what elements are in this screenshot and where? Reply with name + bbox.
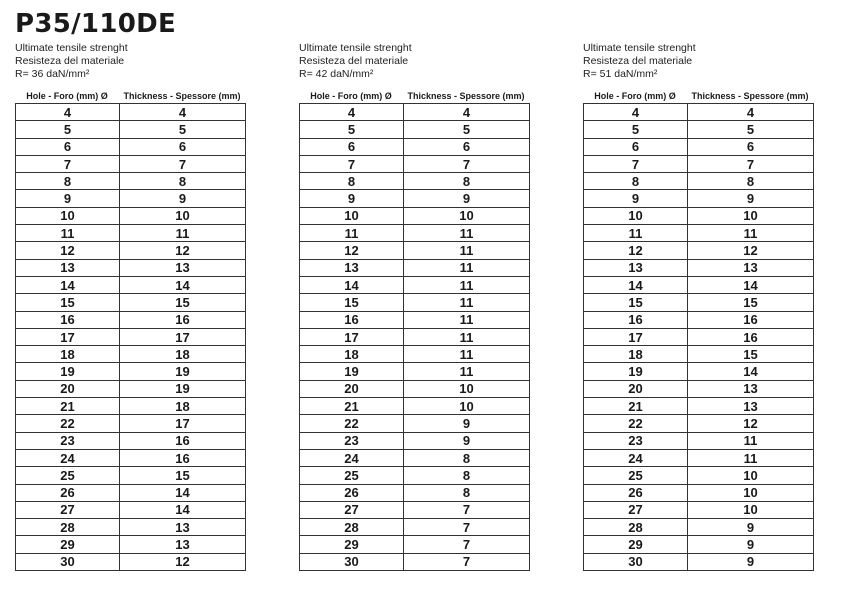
- thickness-cell: 9: [688, 536, 814, 553]
- caption-r-value: R= 51 daN/mm²: [583, 68, 658, 80]
- table-row: [584, 363, 814, 380]
- caption-tensile-label: Ultimate tensile strenght: [15, 42, 128, 54]
- thickness-cell: 8: [404, 449, 530, 466]
- table-row: [300, 398, 530, 415]
- table-row: [300, 432, 530, 449]
- table-row: [584, 398, 814, 415]
- table-row: [16, 484, 246, 501]
- table-row: [300, 380, 530, 397]
- hole-cell: 27: [584, 501, 688, 518]
- thickness-cell: 4: [120, 104, 246, 121]
- thickness-cell: 11: [404, 346, 530, 363]
- table-row: [300, 173, 530, 190]
- thickness-cell: 12: [688, 242, 814, 259]
- hole-cell: 21: [300, 398, 404, 415]
- thickness-cell: 5: [404, 121, 530, 138]
- table-row: [300, 501, 530, 518]
- column-header-thickness: Thickness - Spessore (mm): [691, 91, 809, 101]
- hole-cell: 4: [300, 104, 404, 121]
- hole-cell: 11: [16, 225, 120, 242]
- hole-cell: 18: [16, 346, 120, 363]
- column-header-thickness: Thickness - Spessore (mm): [407, 91, 525, 101]
- thickness-cell: 5: [688, 121, 814, 138]
- table-row: [16, 190, 246, 207]
- thickness-cell: 11: [404, 242, 530, 259]
- table-row: [16, 467, 246, 484]
- table-row: [584, 207, 814, 224]
- thickness-cell: 9: [688, 519, 814, 536]
- thickness-cell: 13: [688, 398, 814, 415]
- table-row: [584, 190, 814, 207]
- thickness-cell: 7: [404, 519, 530, 536]
- table-row: [584, 415, 814, 432]
- table-header: [15, 90, 246, 103]
- thickness-cell: 9: [404, 432, 530, 449]
- thickness-cell: 11: [404, 276, 530, 293]
- thickness-cell: 11: [688, 432, 814, 449]
- table-row: [584, 380, 814, 397]
- table-row: [300, 519, 530, 536]
- hole-cell: 20: [300, 380, 404, 397]
- thickness-cell: 18: [120, 398, 246, 415]
- table-block-r36: [15, 42, 246, 571]
- table-body: [16, 104, 246, 571]
- hole-cell: 22: [584, 415, 688, 432]
- table-row: [584, 259, 814, 276]
- thickness-cell: 14: [120, 276, 246, 293]
- table-row: [16, 225, 246, 242]
- table-row: [16, 553, 246, 570]
- table-row: [300, 242, 530, 259]
- hole-cell: 9: [584, 190, 688, 207]
- table-row: [16, 311, 246, 328]
- hole-cell: 28: [300, 519, 404, 536]
- hole-cell: 15: [300, 294, 404, 311]
- thickness-cell: 4: [688, 104, 814, 121]
- thickness-cell: 8: [404, 484, 530, 501]
- data-table: [583, 103, 814, 571]
- hole-cell: 15: [16, 294, 120, 311]
- thickness-cell: 7: [404, 553, 530, 570]
- table-row: [584, 536, 814, 553]
- hole-cell: 7: [584, 155, 688, 172]
- table-row: [300, 449, 530, 466]
- hole-cell: 29: [584, 536, 688, 553]
- thickness-cell: 13: [120, 536, 246, 553]
- hole-cell: 16: [16, 311, 120, 328]
- thickness-cell: 10: [404, 398, 530, 415]
- table-row: [16, 363, 246, 380]
- column-header-hole: Hole - Foro (mm) Ø: [310, 91, 392, 101]
- table-row: [584, 242, 814, 259]
- thickness-cell: 10: [404, 380, 530, 397]
- hole-cell: 24: [584, 449, 688, 466]
- table-row: [300, 311, 530, 328]
- hole-cell: 8: [300, 173, 404, 190]
- hole-cell: 23: [16, 432, 120, 449]
- hole-cell: 21: [16, 398, 120, 415]
- table-row: [300, 346, 530, 363]
- hole-cell: 12: [584, 242, 688, 259]
- thickness-cell: 4: [404, 104, 530, 121]
- table-row: [300, 484, 530, 501]
- table-row: [16, 121, 246, 138]
- hole-cell: 25: [16, 467, 120, 484]
- thickness-cell: 16: [688, 328, 814, 345]
- table-row: [16, 259, 246, 276]
- thickness-cell: 11: [120, 225, 246, 242]
- hole-cell: 22: [300, 415, 404, 432]
- thickness-cell: 6: [688, 138, 814, 155]
- hole-cell: 22: [16, 415, 120, 432]
- table-row: [584, 225, 814, 242]
- hole-cell: 25: [584, 467, 688, 484]
- hole-cell: 15: [584, 294, 688, 311]
- hole-cell: 23: [300, 432, 404, 449]
- caption-r-value: R= 36 daN/mm²: [15, 68, 90, 80]
- caption: [583, 42, 814, 81]
- hole-cell: 17: [300, 328, 404, 345]
- thickness-cell: 19: [120, 363, 246, 380]
- thickness-cell: 18: [120, 346, 246, 363]
- thickness-cell: 7: [120, 155, 246, 172]
- thickness-cell: 13: [120, 519, 246, 536]
- table-row: [300, 104, 530, 121]
- hole-cell: 6: [584, 138, 688, 155]
- hole-cell: 30: [584, 553, 688, 570]
- table-row: [300, 294, 530, 311]
- table-row: [300, 328, 530, 345]
- table-row: [584, 121, 814, 138]
- hole-cell: 29: [16, 536, 120, 553]
- hole-cell: 5: [584, 121, 688, 138]
- thickness-cell: 9: [688, 553, 814, 570]
- table-body: [300, 104, 530, 571]
- hole-cell: 14: [16, 276, 120, 293]
- table-row: [16, 519, 246, 536]
- thickness-cell: 9: [404, 415, 530, 432]
- thickness-cell: 8: [404, 173, 530, 190]
- thickness-cell: 16: [120, 432, 246, 449]
- table-row: [584, 467, 814, 484]
- thickness-cell: 10: [688, 467, 814, 484]
- table-row: [584, 155, 814, 172]
- thickness-cell: 15: [688, 294, 814, 311]
- hole-cell: 14: [300, 276, 404, 293]
- table-row: [300, 155, 530, 172]
- hole-cell: 24: [16, 449, 120, 466]
- caption-resistance-label: Resisteza del materiale: [583, 55, 693, 67]
- table-header: [583, 90, 814, 103]
- hole-cell: 20: [584, 380, 688, 397]
- thickness-cell: 8: [688, 173, 814, 190]
- table-row: [584, 501, 814, 518]
- hole-cell: 6: [300, 138, 404, 155]
- hole-cell: 8: [16, 173, 120, 190]
- hole-cell: 17: [584, 328, 688, 345]
- thickness-cell: 15: [120, 294, 246, 311]
- hole-cell: 11: [300, 225, 404, 242]
- table-row: [16, 328, 246, 345]
- table-body: [584, 104, 814, 571]
- hole-cell: 23: [584, 432, 688, 449]
- hole-cell: 16: [584, 311, 688, 328]
- hole-cell: 21: [584, 398, 688, 415]
- hole-cell: 26: [16, 484, 120, 501]
- column-header-hole: Hole - Foro (mm) Ø: [26, 91, 108, 101]
- table-row: [16, 536, 246, 553]
- caption-tensile-label: Ultimate tensile strenght: [299, 42, 412, 54]
- thickness-cell: 14: [688, 276, 814, 293]
- thickness-cell: 7: [404, 536, 530, 553]
- caption-r-value: R= 42 daN/mm²: [299, 68, 374, 80]
- caption-tensile-label: Ultimate tensile strenght: [583, 42, 696, 54]
- hole-cell: 28: [584, 519, 688, 536]
- thickness-cell: 11: [404, 294, 530, 311]
- data-table: [299, 103, 530, 571]
- hole-cell: 5: [16, 121, 120, 138]
- table-row: [300, 259, 530, 276]
- table-row: [16, 207, 246, 224]
- table-row: [300, 536, 530, 553]
- table-row: [584, 311, 814, 328]
- table-row: [16, 294, 246, 311]
- table-row: [300, 553, 530, 570]
- table-row: [16, 242, 246, 259]
- table-row: [16, 276, 246, 293]
- table-row: [584, 553, 814, 570]
- hole-cell: 14: [584, 276, 688, 293]
- hole-cell: 7: [300, 155, 404, 172]
- thickness-cell: 11: [404, 225, 530, 242]
- hole-cell: 13: [16, 259, 120, 276]
- hole-cell: 30: [16, 553, 120, 570]
- thickness-cell: 13: [688, 380, 814, 397]
- table-row: [300, 225, 530, 242]
- hole-cell: 26: [300, 484, 404, 501]
- hole-cell: 7: [16, 155, 120, 172]
- hole-cell: 6: [16, 138, 120, 155]
- thickness-cell: 7: [688, 155, 814, 172]
- thickness-cell: 15: [120, 467, 246, 484]
- table-row: [300, 276, 530, 293]
- table-row: [584, 138, 814, 155]
- table-row: [584, 173, 814, 190]
- hole-cell: 25: [300, 467, 404, 484]
- thickness-cell: 16: [120, 449, 246, 466]
- thickness-cell: 9: [404, 190, 530, 207]
- table-row: [16, 415, 246, 432]
- table-row: [584, 104, 814, 121]
- thickness-cell: 11: [404, 328, 530, 345]
- thickness-cell: 11: [688, 225, 814, 242]
- table-row: [16, 449, 246, 466]
- thickness-cell: 14: [688, 363, 814, 380]
- table-row: [16, 398, 246, 415]
- thickness-cell: 10: [688, 207, 814, 224]
- hole-cell: 13: [584, 259, 688, 276]
- thickness-cell: 10: [688, 484, 814, 501]
- table-row: [584, 328, 814, 345]
- thickness-cell: 17: [120, 415, 246, 432]
- thickness-cell: 14: [120, 501, 246, 518]
- hole-cell: 10: [584, 207, 688, 224]
- table-row: [300, 467, 530, 484]
- column-header-hole: Hole - Foro (mm) Ø: [594, 91, 676, 101]
- thickness-cell: 13: [688, 259, 814, 276]
- table-row: [16, 155, 246, 172]
- thickness-cell: 9: [120, 190, 246, 207]
- caption: [299, 42, 530, 81]
- hole-cell: 10: [16, 207, 120, 224]
- table-row: [300, 190, 530, 207]
- hole-cell: 19: [584, 363, 688, 380]
- hole-cell: 27: [300, 501, 404, 518]
- table-row: [584, 449, 814, 466]
- hole-cell: 20: [16, 380, 120, 397]
- hole-cell: 16: [300, 311, 404, 328]
- hole-cell: 8: [584, 173, 688, 190]
- table-row: [16, 138, 246, 155]
- thickness-cell: 8: [120, 173, 246, 190]
- hole-cell: 27: [16, 501, 120, 518]
- thickness-cell: 5: [120, 121, 246, 138]
- table-row: [300, 415, 530, 432]
- thickness-cell: 19: [120, 380, 246, 397]
- thickness-cell: 6: [404, 138, 530, 155]
- hole-cell: 4: [584, 104, 688, 121]
- table-row: [300, 363, 530, 380]
- table-row: [16, 380, 246, 397]
- table-row: [300, 138, 530, 155]
- hole-cell: 10: [300, 207, 404, 224]
- thickness-cell: 12: [120, 553, 246, 570]
- hole-cell: 29: [300, 536, 404, 553]
- hole-cell: 9: [300, 190, 404, 207]
- page-title: P35/110DE: [15, 9, 177, 39]
- hole-cell: 18: [300, 346, 404, 363]
- thickness-cell: 11: [688, 449, 814, 466]
- table-row: [584, 484, 814, 501]
- hole-cell: 12: [16, 242, 120, 259]
- hole-cell: 13: [300, 259, 404, 276]
- table-row: [300, 121, 530, 138]
- data-table: [15, 103, 246, 571]
- table-row: [584, 432, 814, 449]
- thickness-cell: 7: [404, 501, 530, 518]
- hole-cell: 26: [584, 484, 688, 501]
- thickness-cell: 9: [688, 190, 814, 207]
- thickness-cell: 14: [120, 484, 246, 501]
- thickness-cell: 8: [404, 467, 530, 484]
- thickness-cell: 7: [404, 155, 530, 172]
- thickness-cell: 13: [120, 259, 246, 276]
- table-header: [299, 90, 530, 103]
- thickness-cell: 10: [404, 207, 530, 224]
- caption-resistance-label: Resisteza del materiale: [299, 55, 409, 67]
- hole-cell: 9: [16, 190, 120, 207]
- table-row: [16, 501, 246, 518]
- hole-cell: 17: [16, 328, 120, 345]
- table-row: [16, 104, 246, 121]
- thickness-cell: 16: [688, 311, 814, 328]
- table-block-r42: [299, 42, 530, 571]
- thickness-cell: 11: [404, 311, 530, 328]
- thickness-cell: 15: [688, 346, 814, 363]
- table-row: [16, 346, 246, 363]
- hole-cell: 19: [16, 363, 120, 380]
- table-row: [584, 346, 814, 363]
- thickness-cell: 6: [120, 138, 246, 155]
- hole-cell: 24: [300, 449, 404, 466]
- thickness-cell: 10: [120, 207, 246, 224]
- table-row: [16, 173, 246, 190]
- hole-cell: 18: [584, 346, 688, 363]
- thickness-cell: 11: [404, 363, 530, 380]
- hole-cell: 11: [584, 225, 688, 242]
- thickness-cell: 12: [688, 415, 814, 432]
- thickness-cell: 10: [688, 501, 814, 518]
- caption-resistance-label: Resisteza del materiale: [15, 55, 125, 67]
- table-row: [16, 432, 246, 449]
- table-row: [584, 519, 814, 536]
- table-row: [300, 207, 530, 224]
- hole-cell: 5: [300, 121, 404, 138]
- hole-cell: 4: [16, 104, 120, 121]
- hole-cell: 28: [16, 519, 120, 536]
- table-row: [584, 276, 814, 293]
- hole-cell: 19: [300, 363, 404, 380]
- hole-cell: 30: [300, 553, 404, 570]
- column-header-thickness: Thickness - Spessore (mm): [123, 91, 241, 101]
- thickness-cell: 11: [404, 259, 530, 276]
- thickness-cell: 12: [120, 242, 246, 259]
- hole-cell: 12: [300, 242, 404, 259]
- table-block-r51: [583, 42, 814, 571]
- table-row: [584, 294, 814, 311]
- caption: [15, 42, 246, 81]
- thickness-cell: 16: [120, 311, 246, 328]
- thickness-cell: 17: [120, 328, 246, 345]
